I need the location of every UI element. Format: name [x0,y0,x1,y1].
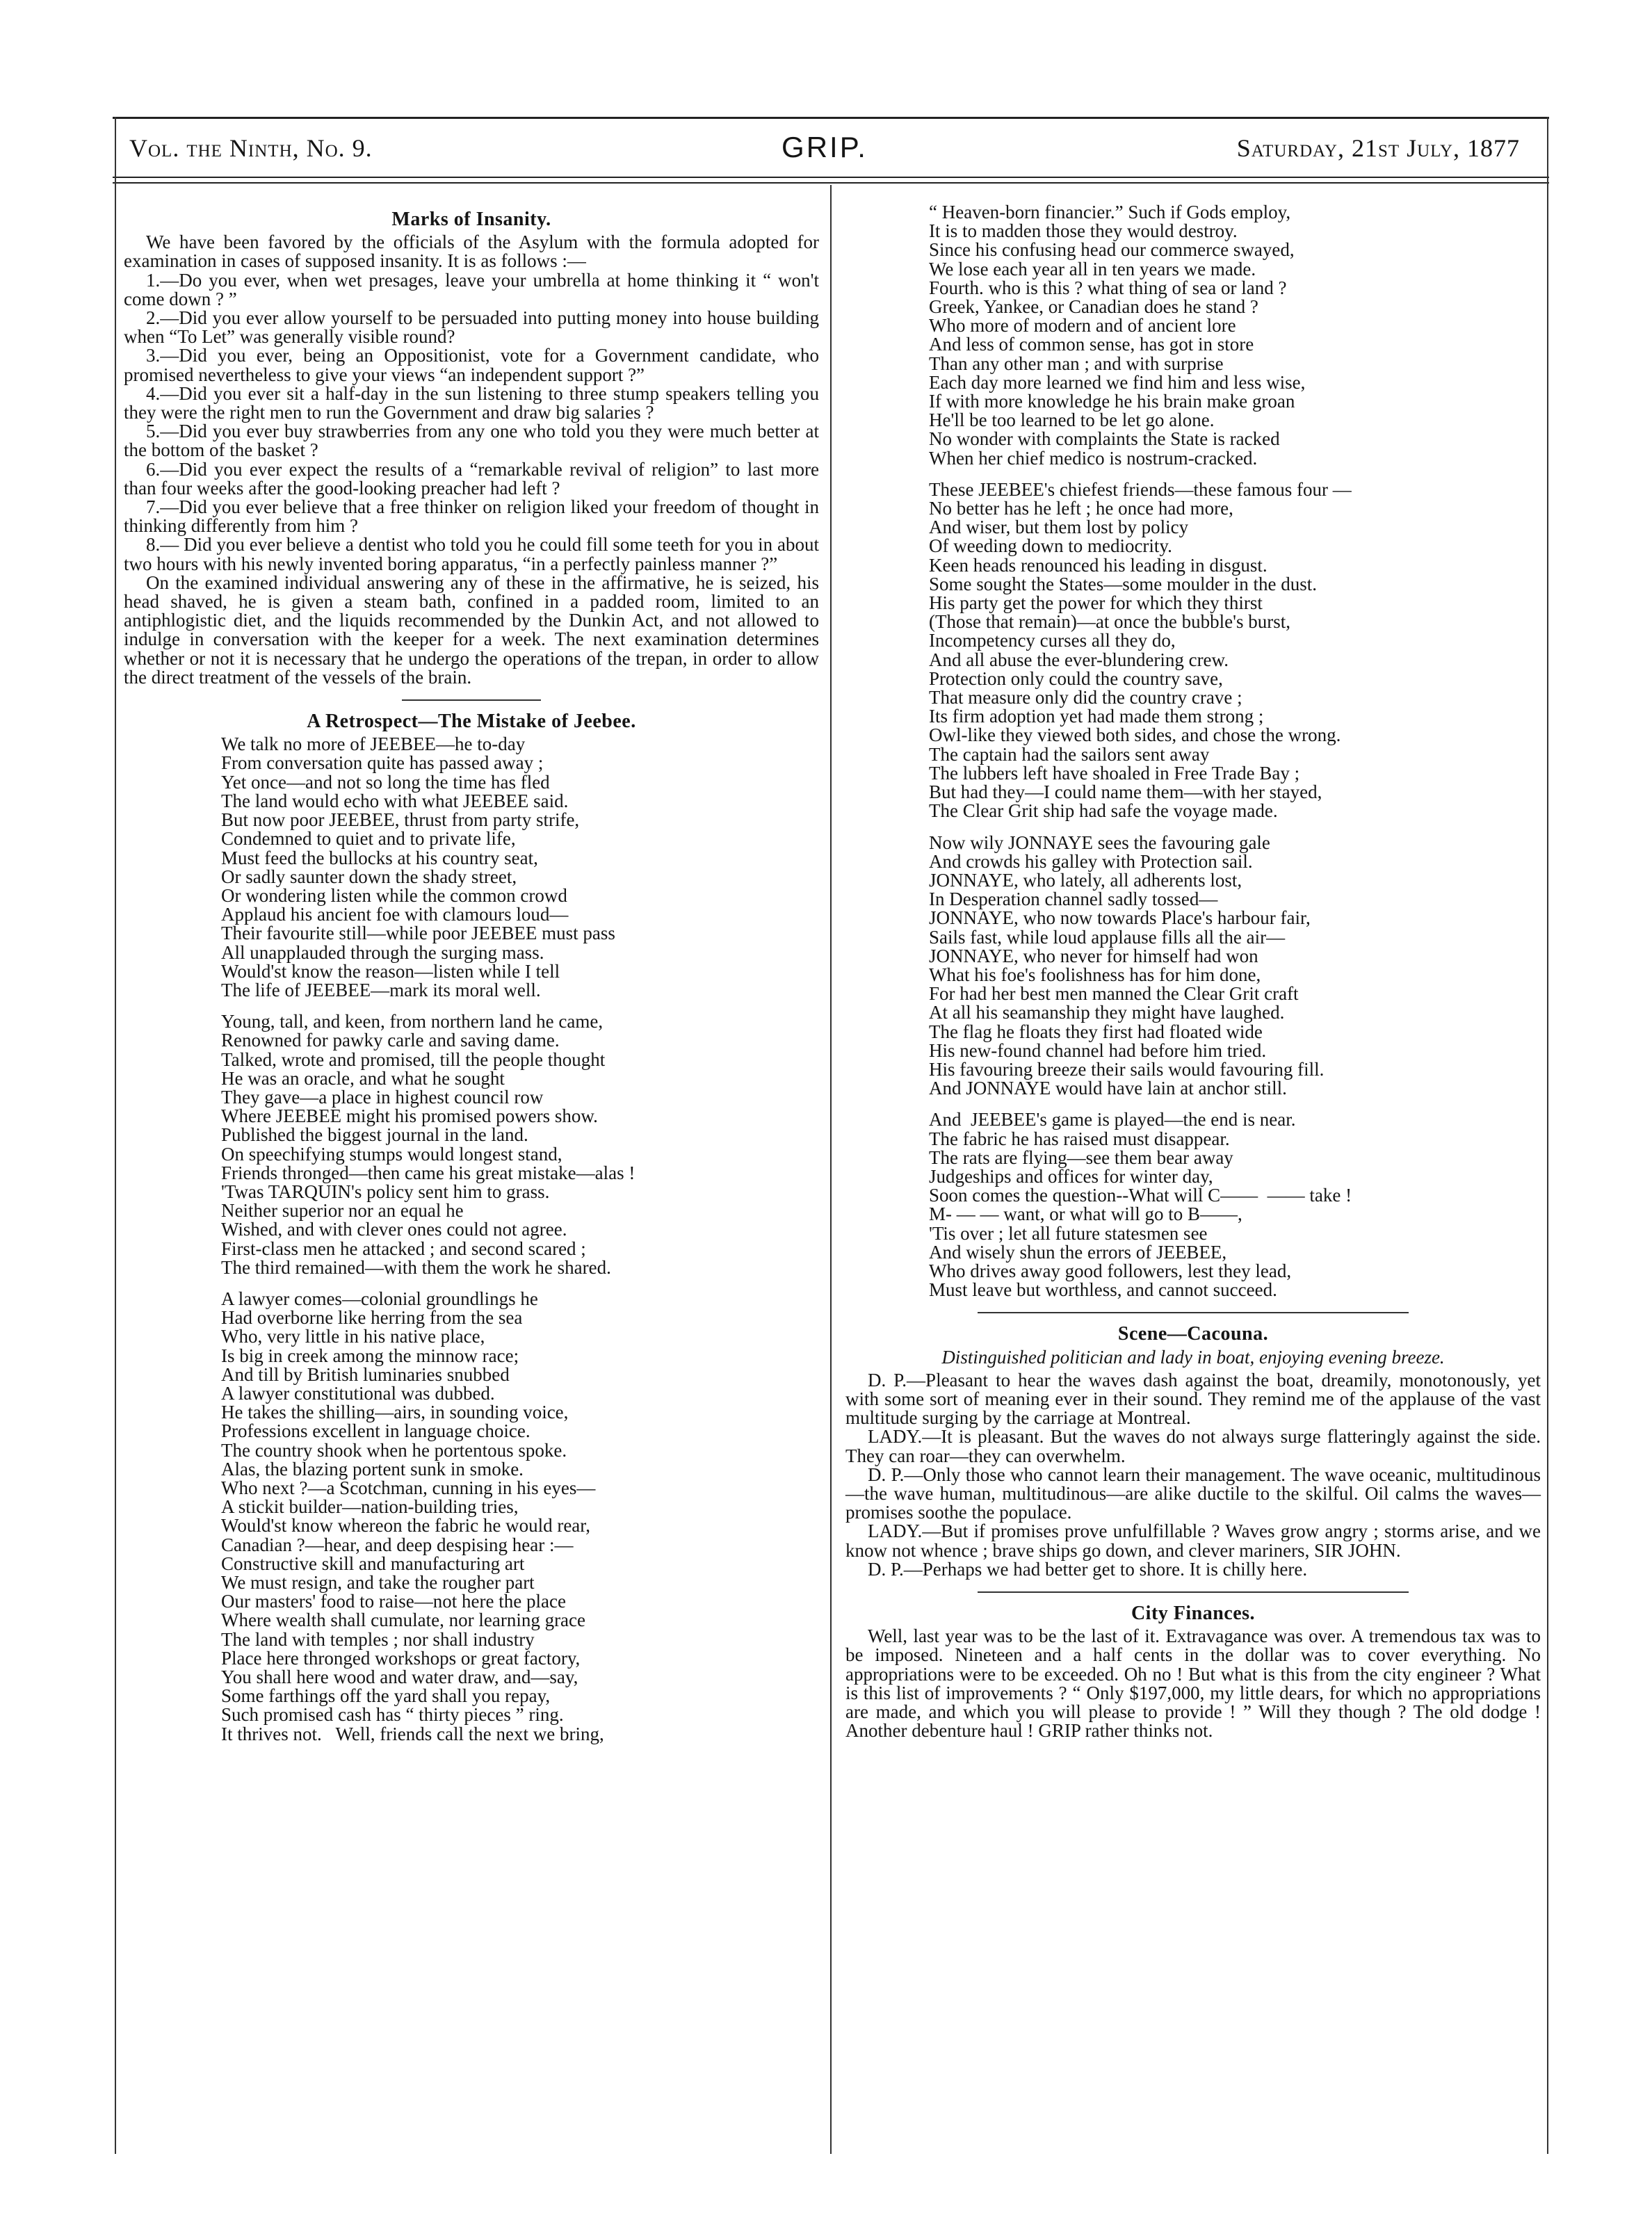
poem-line: We lose each year all in ten years we made. [929,258,1256,279]
poem-stanza [929,834,1541,1099]
poem-line: Our masters' food to raise—not here the place [221,1591,566,1612]
poem-line: Who next ?—a Scotchman, cunning in his eyes— [221,1477,596,1498]
masthead-rule-upper [113,177,1549,178]
poem-line: Canadian ?—hear, and deep despising hear :— [221,1534,574,1555]
poem-line: M- — — want, or what will go to B——, [929,1203,1242,1225]
section-separator [978,1312,1409,1313]
paragraph: 5.—Did you ever buy strawberries from any one who told you they were much better at the bottom of the basket ? [124,421,819,461]
poem-line: The lubbers left have shoaled in Free Trade Bay ; [929,762,1300,784]
poem-line: No wonder with complaints the State is racked [929,428,1280,450]
poem-line: 'Tis over ; let all future statesmen see [929,1222,1208,1244]
poem-line: The land would echo with what JEEBEE said. [221,790,569,811]
poem-line: JONNAYE, who never for himself had won [929,945,1258,966]
poem-line: His party get the power for which they thirst [929,592,1263,614]
paragraph: 8.— Did you ever believe a dentist who told you he could fill some teeth for you in about two hours with his newly invented boring apparatus, “in a perfectly painless manner ?” [124,534,819,574]
poem-line: Must leave but worthless, and cannot succeed. [929,1279,1277,1301]
poem-line: And till by British luminaries snubbed [221,1363,510,1385]
poem-line: Greek, Yankee, or Canadian does he stand ? [929,296,1258,318]
poem-line: First-class men he attacked ; and second scared ; [221,1238,586,1259]
paragraph: D. P.—Pleasant to hear the waves dash against the boat, dreamily, monotonously, yet with some sort of meaning ever in their sound. They remind me of the applause of the vast multitude surging by the carriage at Montreal. [845,1369,1541,1429]
publication-title: GRIP. [782,131,868,163]
poem-line: The rats are flying—see them bear away [929,1146,1233,1168]
poem-line: Where wealth shall cumulate, nor learning grace [221,1610,586,1631]
poem-line: Condemned to quiet and to private life, [221,828,516,850]
poem-stanza [929,1110,1541,1299]
poem-line: Alas, the blazing portent sunk in smoke. [221,1458,524,1480]
poem-line: And wiser, but them lost by policy [929,517,1189,538]
poem-line: Who drives away good followers, lest they lead, [929,1260,1292,1281]
poem-line: In Desperation channel sadly tossed— [929,889,1218,910]
poem-line: (Those that remain)—at once the bubble's burst, [929,611,1290,633]
poem-stanza [929,480,1541,821]
article-body-scene [845,1371,1541,1579]
poem-line: A lawyer constitutional was dubbed. [221,1382,495,1404]
article-body-insanity [124,233,819,687]
poem-line: These JEEBEE's chiefest friends—these famous four — [929,478,1352,500]
poem-line: That measure only did the country crave ; [929,687,1242,708]
paragraph: On the examined individual answering any of these in the affirmative, he is seized, his head shaved, he is given a steam bath, confined in a padded room, limited to an antiphlogistic diet, and the liquids recommended by the Dunkin Act, and not allowed to indulge in conversation with the keeper for a week. The next examination determines whether or not it is necessary that he undergo the operations of the trepan, in order to allow the direct treatment of the vessels of the brain. [124,572,819,688]
poem-line: His new-found channel had before him tried. [929,1039,1267,1061]
poem-stanza [221,1290,819,1744]
poem-line: And wisely shun the errors of JEEBEE, [929,1241,1227,1263]
paragraph: LADY.—But if promises prove unfulfillable ? Waves grow angry ; storms arise, and we know not whence ; brave ships go down, and clever mariners, SIR JOHN. [845,1521,1541,1561]
poem-line: Had overborne like herring from the sea [221,1307,523,1329]
issue-date: Saturday, 21st July, 1877 [1236,134,1520,162]
poem-line: Would'st know whereon the fabric he would rear, [221,1515,590,1537]
poem-line: Each day more learned we find him and less wise, [929,371,1306,393]
poem-line: And JEEBEE's game is played—the end is near. [929,1109,1296,1130]
poem-line: Than any other man ; and with surprise [929,352,1224,374]
poem-line: What his foe's foolishness has for him done, [929,964,1261,985]
paragraph: 4.—Did you ever sit a half-day in the sun listening to three stump speakers telling you they were the right men to run the Government and draw big salaries ? [124,382,819,423]
poem-stanza [929,203,1541,468]
paragraph: LADY.—It is pleasant. But the waves do not always surge flatteringly against the side. They can roar—they can overwhelm. [845,1426,1541,1466]
poem-line: Yet once—and not so long the time has fled [221,771,550,793]
poem-line: And JONNAYE would have lain at anchor still. [929,1078,1287,1099]
poem-line: And all abuse the ever-blundering crew. [929,649,1229,670]
left-frame-rule [115,117,116,2154]
poem-line: He'll be too learned to be let go alone. [929,410,1215,431]
poem-line: Friends thronged—then came his great mistake—alas ! [221,1162,635,1183]
poem-line: Judgeships and offices for winter day, [929,1165,1213,1187]
poem-line: The Clear Grit ship had safe the voyage made. [929,800,1278,822]
paragraph: Well, last year was to be the last of it. Extravagance was over. A tremendous tax was to be imposed. Nineteen and a half cents in the dollar was to cover everything. No appropriations were to be exceeded. Oh no ! But what is this from the city engineer ? What is this list of improvements ? “ Only $197,000, my little dears, for which no appropriations are made, and which you will please to provide ! ” Will they though ? The old dodge ! Another debenture haul ! GRIP rather thinks not. [845,1626,1541,1742]
poem-line: They gave—a place in highest council row [221,1086,544,1108]
paragraph: D. P.—Only those who cannot learn their management. The wave oceanic, multitudinous—the wave human, multitudinous—are alike ductile to the skilful. Oil calms the waves—promises soothe the populace. [845,1464,1541,1523]
poem-line: Incompetency curses all they do, [929,630,1176,651]
poem-line: Who, very little in his native place, [221,1326,485,1347]
poem-line: Is big in creek among the minnow race; [221,1345,519,1366]
poem-line: Constructive skill and manufacturing art [221,1553,525,1574]
paragraph: 1.—Do you ever, when wet presages, leave your umbrella at home thinking it “ won't come down ? ” [124,269,819,309]
poem-line: You shall here wood and water draw, and—say, [221,1667,578,1688]
poem-line: Or sadly saunter down the shady street, [221,866,517,887]
article-heading-insanity: Marks of Insanity. [391,209,551,230]
poem-line: Talked, wrote and promised, till the people thought [221,1048,606,1070]
poem-line: On speechifying stumps would longest stand, [221,1143,562,1165]
poem-line: Published the biggest journal in the land. [221,1124,528,1146]
poem-line: His favouring breeze their sails would favouring fill. [929,1058,1325,1080]
poem-line: Their favourite still—while poor JEEBEE must pass [221,923,615,944]
poem-line: Its firm adoption yet had made them strong ; [929,706,1264,727]
poem-line: The captain had the sailors sent away [929,743,1210,765]
article-body-finances [845,1627,1541,1740]
poem-line: When her chief medico is nostrum-cracked. [929,447,1258,469]
column-divider [830,185,832,2154]
poem-line: Fourth. who is this ? what thing of sea or land ? [929,277,1287,298]
top-rule [113,117,1549,119]
poem-line: Professions excellent in language choice. [221,1420,531,1442]
article-heading-retrospect: A Retrospect—The Mistake of Jeebee. [307,711,636,733]
paragraph: 7.—Did you ever believe that a free thinker on religion liked your freedom of thought in thinking differently from him ? [124,496,819,537]
poem-line: Place here thronged workshops or great factory, [221,1647,581,1669]
poem-line: We must resign, and take the rougher part [221,1572,535,1594]
poem-line: But now poor JEEBEE, thrust from party strife, [221,809,580,831]
masthead-rule-lower [113,182,1549,184]
right-frame-rule [1547,117,1548,2154]
poem-line: The flag he floats they first had floated wide [929,1021,1263,1042]
poem-line: It thrives not. Well, friends call the next we bring, [221,1723,604,1744]
poem-line: We talk no more of JEEBEE—he to-day [221,733,526,755]
masthead [129,133,1520,172]
poem-line: Some sought the States—some moulder in the dust. [929,573,1317,594]
poem-line: He takes the shilling—airs, in sounding voice, [221,1402,569,1423]
article-heading-finances: City Finances. [1131,1603,1256,1625]
paragraph: D. P.—Perhaps we had better get to shore. It is chilly here. [868,1558,1308,1580]
poem-line: JONNAYE, who now towards Place's harbour fair, [929,907,1311,929]
poem-line: Soon comes the question--What will C—— —— take ! [929,1185,1352,1206]
poem-line: From conversation quite has passed away ; [221,752,544,774]
poem-line: Who more of modern and of ancient lore [929,315,1236,337]
poem-line: Some farthings off the yard shall you repay, [221,1685,551,1707]
poem-line: Owl-like they viewed both sides, and chose the wrong. [929,724,1341,746]
poem-line: And crowds his galley with Protection sail. [929,850,1253,872]
poem-line: Young, tall, and keen, from northern land he came, [221,1011,604,1032]
poem-line: Renowned for pawky carle and saving dame. [221,1030,560,1051]
poem-line: But had they—I could name them—with her stayed, [929,781,1322,803]
poem-left-part [124,735,819,1744]
poem-line: Keen heads renounced his leading in disgust. [929,554,1268,576]
poem-line: He was an oracle, and what he sought [221,1067,505,1089]
poem-line: For had her best men manned the Clear Grit craft [929,983,1299,1005]
section-separator [978,1591,1409,1593]
poem-line: It is to madden those they would destroy. [929,220,1238,242]
poem-line: Applaud his ancient foe with clamours loud— [221,904,569,925]
poem-line: Neither superior nor an equal he [221,1200,464,1222]
poem-line: Sails fast, while loud applause fills all the air— [929,926,1286,948]
scene-subheading: Distinguished politician and lady in boat, enjoying evening breeze. [941,1346,1445,1368]
poem-line: JONNAYE, who lately, all adherents lost, [929,869,1242,891]
poem-line: The fabric he has raised must disappear. [929,1128,1230,1149]
volume-number: Vol. the Ninth, No. 9. [129,134,373,162]
poem-line: The country shook when he portentous spoke. [221,1439,567,1461]
paragraph: 2.—Did you ever allow yourself to be persuaded into putting money into house building when “To Let” was generally visible round? [124,307,819,348]
poem-stanza [221,1012,819,1277]
poem-line: No better has he left ; he once had more, [929,498,1233,519]
poem-stanza [221,735,819,1000]
poem-line: If with more knowledge he his brain make groan [929,391,1295,412]
poem-line: And less of common sense, has got in store [929,334,1254,355]
left-column [124,203,819,1756]
poem-line: The land with temples ; nor shall industry [221,1628,535,1650]
poem-line: All unapplauded through the surging mass. [221,941,544,963]
poem-line: Wished, and with clever ones could not agree. [221,1219,567,1240]
right-column [845,203,1541,1740]
poem-line: Or wondering listen while the common crowd [221,884,567,906]
poem-line: Must feed the bullocks at his country seat, [221,847,538,868]
poem-line: The life of JEEBEE—mark its moral well. [221,979,541,1000]
poem-line: At all his seamanship they might have laughed. [929,1002,1285,1023]
poem-line: Since his confusing head our commerce swayed, [929,239,1295,261]
section-separator [402,699,541,701]
article-heading-scene: Scene—Cacouna. [1117,1323,1269,1345]
poem-line: “ Heaven-born financier.” Such if Gods employ, [929,202,1291,222]
poem-line: 'Twas TARQUIN's policy sent him to grass. [221,1181,550,1202]
poem-line: Now wily JONNAYE sees the favouring gale [929,832,1270,853]
paragraph: 3.—Did you ever, being an Oppositionist, vote for a Government candidate, who promised nevertheless to give your views “an independent support ?” [124,345,819,385]
paragraph: 6.—Did you ever expect the results of a “remarkable revival of religion” to last more than four weeks after the good-looking preacher had left ? [124,458,819,499]
poem-line: A stickit builder—nation-building tries, [221,1496,519,1518]
poem-right-part [845,203,1541,1299]
poem-line: Would'st know the reason—listen while I tell [221,960,560,982]
poem-line: Of weeding down to mediocrity. [929,535,1172,557]
poem-line: A lawyer comes—colonial groundlings he [221,1288,538,1309]
poem-line: Such promised cash has “ thirty pieces ” ring. [221,1704,564,1726]
poem-line: Protection only could the country save, [929,667,1223,689]
poem-line: Where JEEBEE might his promised powers show. [221,1105,598,1127]
poem-line: The third remained—with them the work he shared. [221,1256,611,1278]
paragraph: We have been favored by the officials of the Asylum with the formula adopted for examination in cases of supposed insanity. It is as follows :— [124,232,819,272]
